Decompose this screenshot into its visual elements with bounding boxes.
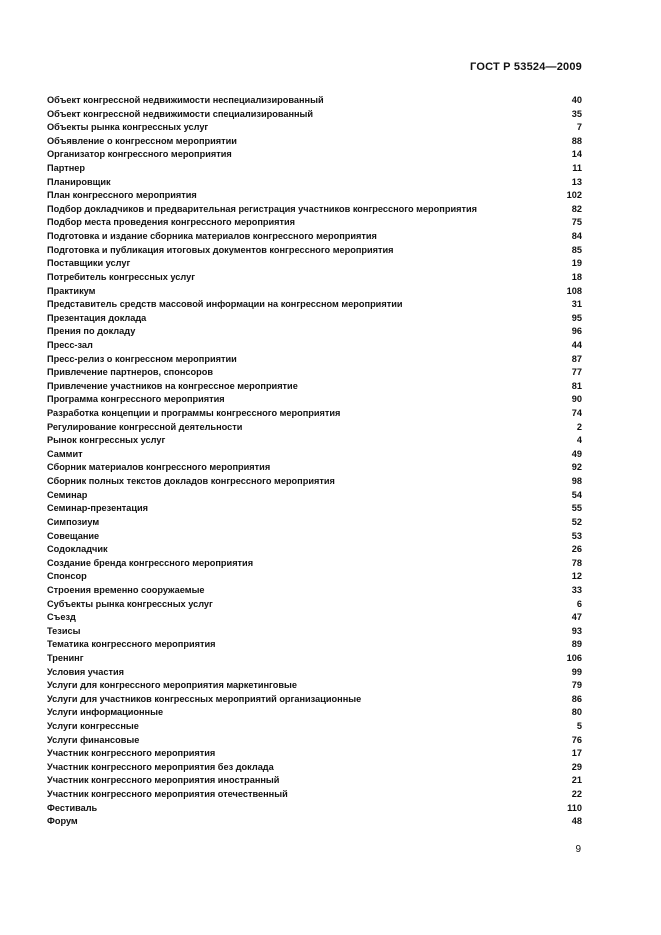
index-page-number: 35 — [571, 108, 582, 119]
index-term: Услуги для участников конгрессных мероприятий организационные — [47, 693, 362, 704]
index-entry — [47, 366, 582, 380]
index-entry — [47, 421, 582, 435]
index-page-number: 13 — [571, 176, 582, 187]
index-page-number: 82 — [571, 203, 582, 214]
index-term: Сборник полных текстов докладов конгрессного мероприятия — [47, 476, 335, 487]
index-entry — [47, 407, 582, 421]
index-term: Презентация доклада — [47, 312, 147, 323]
index-term: Партнер — [47, 163, 85, 174]
index-entry — [47, 489, 582, 503]
index-entry — [47, 189, 582, 203]
index-term: Объект конгрессной недвижимости неспециализированный — [47, 95, 324, 105]
index-term: Сборник материалов конгрессного мероприятия — [47, 462, 271, 473]
index-entry — [47, 203, 582, 217]
index-term: Тематика конгрессного мероприятия — [47, 639, 216, 650]
index-page-number: 14 — [571, 149, 582, 160]
index-page-number: 22 — [571, 789, 582, 800]
index-term: Подготовка и публикация итоговых документов конгрессного мероприятия — [47, 244, 394, 255]
index-page-number: 87 — [571, 353, 582, 364]
index-page-number: 98 — [571, 476, 582, 487]
index-entry — [47, 543, 582, 557]
index-page-number: 6 — [576, 598, 582, 609]
index-entry — [47, 815, 582, 829]
index-page-number: 108 — [566, 285, 582, 296]
index-term: Прения по докладу — [47, 326, 136, 337]
index-entry — [47, 638, 582, 652]
index-term: Съезд — [47, 612, 76, 623]
index-entry — [47, 625, 582, 639]
index-page-number: 48 — [571, 816, 582, 827]
index-page-number: 74 — [571, 408, 582, 419]
index-entry — [47, 475, 582, 489]
index-entry — [47, 257, 582, 271]
index-page-number: 88 — [571, 135, 582, 146]
index-entry — [47, 108, 582, 122]
index-entry — [47, 611, 582, 625]
index-page-number: 81 — [571, 380, 582, 391]
index-entry — [47, 734, 582, 748]
index-term: Привлечение участников на конгрессное мероприятие — [47, 380, 298, 391]
index-term: Услуги информационные — [47, 707, 164, 718]
index-entry — [47, 434, 582, 448]
index-term: Объявление о конгрессном мероприятии — [47, 135, 237, 146]
index-term: Программа конгрессного мероприятия — [47, 394, 225, 405]
index-page-number: 92 — [571, 462, 582, 473]
index-page-number: 52 — [571, 516, 582, 527]
index-term: Потребитель конгрессных услуг — [47, 271, 196, 282]
index-term: Условия участия — [47, 666, 124, 677]
page-number: 9 — [575, 844, 581, 855]
index-entry — [47, 502, 582, 516]
index-term: Участник конгрессного мероприятия иностранный — [47, 775, 280, 786]
index-entry — [47, 216, 582, 230]
index-term: Планировщик — [47, 176, 111, 187]
index-page-number: 26 — [571, 544, 582, 555]
index-entry — [47, 162, 582, 176]
index-term: Участник конгрессного мероприятия без доклада — [47, 761, 274, 772]
index-page-number: 49 — [571, 448, 582, 459]
index-term: Подготовка и издание сборника материалов конгрессного мероприятия — [47, 231, 377, 242]
index-entry — [47, 244, 582, 258]
index-entry — [47, 461, 582, 475]
index-entry — [47, 380, 582, 394]
index-term: Совещание — [47, 530, 100, 541]
index-page-number: 21 — [571, 775, 582, 786]
index-entry — [47, 339, 582, 353]
index-term: План конгрессного мероприятия — [47, 190, 197, 201]
index-term: Услуги конгрессные — [47, 721, 139, 732]
index-entry — [47, 393, 582, 407]
index-page-number: 84 — [571, 231, 582, 242]
index-page-number: 93 — [571, 625, 582, 636]
index-page-number: 40 — [571, 95, 582, 105]
index-page-number: 12 — [571, 571, 582, 582]
index-page-number: 80 — [571, 707, 582, 718]
index-term: Объект конгрессной недвижимости специализированный — [47, 108, 314, 119]
index-entry — [47, 570, 582, 584]
index-entry — [47, 121, 582, 135]
index-term: Саммит — [47, 448, 83, 459]
index-entry — [47, 148, 582, 162]
index-entry — [47, 652, 582, 666]
index-page-number: 11 — [572, 163, 582, 174]
index-page-number: 75 — [571, 217, 582, 228]
index-page-number: 85 — [571, 244, 582, 255]
index-page-number: 5 — [576, 721, 582, 732]
index-page-number: 19 — [571, 258, 582, 269]
index-page-number: 95 — [571, 312, 582, 323]
index-page-number: 79 — [571, 680, 582, 691]
index-term: Фестиваль — [47, 802, 98, 813]
index-page-number: 47 — [571, 612, 582, 623]
index-term: Содокладчик — [47, 544, 108, 555]
index-page-number: 31 — [571, 299, 582, 310]
index-page-number: 4 — [576, 435, 582, 446]
index-term: Создание бренда конгрессного мероприятия — [47, 557, 254, 568]
index-term: Семинар-презентация — [47, 503, 149, 514]
index-entry — [47, 679, 582, 693]
index-term: Практикум — [47, 285, 96, 296]
index-term: Пресс-зал — [47, 339, 93, 350]
index-term: Подбор докладчиков и предварительная регистрация участников конгрессного мероприятия — [47, 203, 477, 214]
index-entry — [47, 230, 582, 244]
index-term: Спонсор — [47, 571, 87, 582]
index-entry — [47, 788, 582, 802]
index-term: Представитель средств массовой информации на конгрессном мероприятии — [47, 299, 403, 310]
index-term: Разработка концепции и программы конгрессного мероприятия — [47, 408, 341, 419]
index-term: Подбор места проведения конгрессного мероприятия — [47, 217, 296, 228]
index-term: Услуги для конгрессного мероприятия маркетинговые — [47, 680, 297, 691]
index-term: Симпозиум — [47, 516, 100, 527]
index-entry — [47, 530, 582, 544]
index-term: Тезисы — [47, 625, 81, 636]
index-entry — [47, 666, 582, 680]
index-page-number: 55 — [571, 503, 582, 514]
index-entry — [47, 747, 582, 761]
index-page-number: 33 — [571, 584, 582, 595]
index-term: Строения временно сооружаемые — [47, 584, 205, 595]
index-term: Форум — [47, 816, 78, 827]
index-term: Организатор конгрессного мероприятия — [47, 149, 232, 160]
index-entry — [47, 285, 582, 299]
index-term: Пресс-релиз о конгрессном мероприятии — [47, 353, 237, 364]
index-page-number: 77 — [571, 367, 582, 378]
index-entry — [47, 557, 582, 571]
index-entry — [47, 802, 582, 816]
index-entry — [47, 720, 582, 734]
index-page-number: 76 — [571, 734, 582, 745]
index-page-number: 17 — [571, 748, 582, 759]
index-term: Регулирование конгрессной деятельности — [47, 421, 243, 432]
index-page-number: 99 — [571, 666, 582, 677]
index-term: Объекты рынка конгрессных услуг — [47, 122, 209, 133]
index-term: Участник конгрессного мероприятия отечественный — [47, 789, 288, 800]
index-entry — [47, 135, 582, 149]
index-entry — [47, 176, 582, 190]
index-term: Участник конгрессного мероприятия — [47, 748, 216, 759]
index-entry — [47, 298, 582, 312]
index-term: Тренинг — [47, 652, 84, 663]
index-page-number: 29 — [571, 761, 582, 772]
index-page-number: 96 — [571, 326, 582, 337]
index-page-number: 102 — [566, 190, 582, 201]
index-term: Субъекты рынка конгрессных услуг — [47, 598, 213, 609]
index-term: Услуги финансовые — [47, 734, 140, 745]
index-entry — [47, 94, 582, 108]
index-term: Семинар — [47, 489, 88, 500]
index-page-number: 89 — [571, 639, 582, 650]
index-page-number: 18 — [571, 271, 582, 282]
index-entry — [47, 312, 582, 326]
index-entry — [47, 584, 582, 598]
index-page-number: 90 — [571, 394, 582, 405]
index-page-number: 7 — [576, 122, 582, 133]
index-term: Рынок конгрессных услуг — [47, 435, 166, 446]
index-entry — [47, 693, 582, 707]
index-entry — [47, 761, 582, 775]
index-entry — [47, 325, 582, 339]
index-term: Поставщики услуг — [47, 258, 131, 269]
index-page-number: 110 — [567, 802, 582, 813]
standard-header: ГОСТ Р 53524—2009 — [470, 61, 582, 73]
index-term: Привлечение партнеров, спонсоров — [47, 367, 213, 378]
alphabetical-index — [47, 94, 582, 829]
index-entry — [47, 516, 582, 530]
index-entry — [47, 774, 582, 788]
index-entry — [47, 353, 582, 367]
index-entry — [47, 448, 582, 462]
index-page-number: 53 — [571, 530, 582, 541]
index-page-number: 78 — [571, 557, 582, 568]
index-entry — [47, 706, 582, 720]
index-page-number: 86 — [571, 693, 582, 704]
index-entry — [47, 598, 582, 612]
index-entry — [47, 271, 582, 285]
index-page-number: 44 — [571, 339, 582, 350]
index-page-number: 54 — [571, 489, 582, 500]
index-page-number: 2 — [576, 421, 582, 432]
index-page-number: 106 — [566, 652, 582, 663]
